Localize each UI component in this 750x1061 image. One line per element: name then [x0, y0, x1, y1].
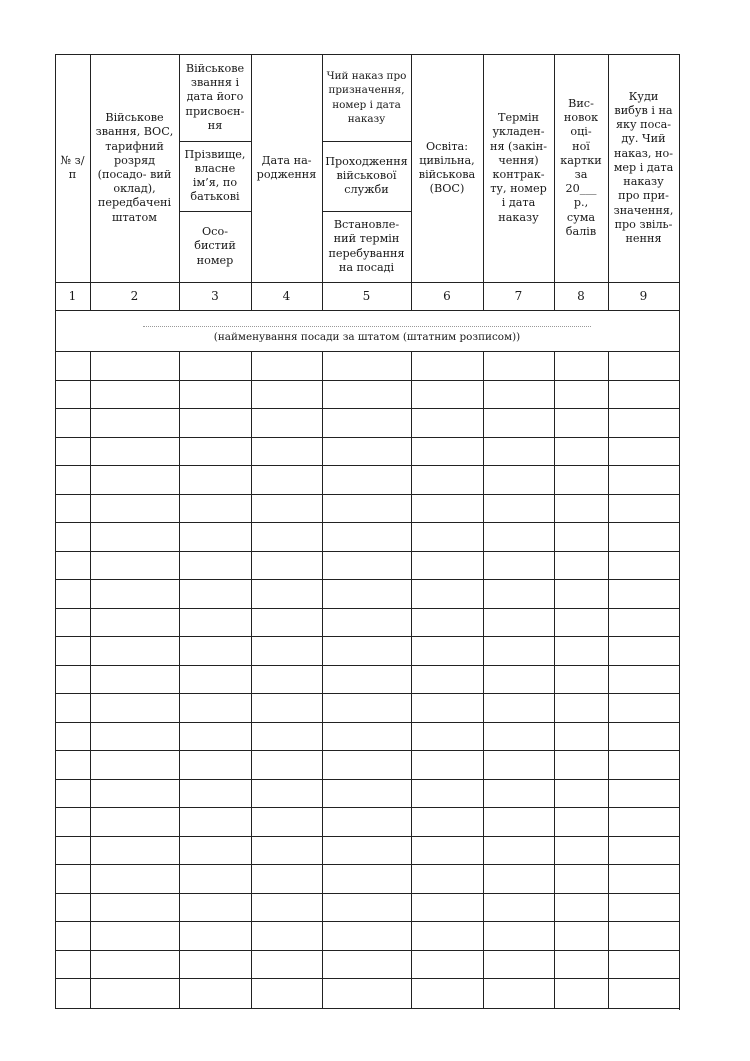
header-evaluation: Вис- новок оці- ної картки за 20___ р., сума балів: [560, 96, 602, 238]
table-row-line: [55, 978, 679, 979]
table-border-top: [55, 54, 679, 55]
column-line-body: [483, 351, 484, 1008]
table-row-line: [55, 494, 679, 495]
table-row-line: [55, 408, 679, 409]
position-row-bottom-line: [55, 351, 679, 352]
table-row-line: [55, 693, 679, 694]
column-number-1: 1: [68, 288, 77, 303]
table-row-line: [55, 437, 679, 438]
column-number-9: 9: [639, 288, 648, 303]
table-row-line: [55, 522, 679, 523]
position-fill-line: [143, 326, 591, 327]
column-number-3: 3: [211, 288, 219, 303]
table-row-line: [55, 836, 679, 837]
col3-divider-2: [179, 211, 251, 212]
header-birth-date: Дата на- родження: [256, 153, 317, 181]
column-line-header: [179, 54, 180, 310]
column-line-header: [554, 54, 555, 310]
header-bottom-line: [55, 282, 679, 283]
column-number-2: 2: [130, 288, 139, 303]
column-line-body: [411, 351, 412, 1008]
table-row-line: [55, 950, 679, 951]
column-number-4: 4: [282, 288, 291, 303]
column-number-5: 5: [362, 288, 371, 303]
column-line-header: [411, 54, 412, 310]
table-border-right: [679, 54, 680, 1010]
column-line-header: [322, 54, 323, 310]
table-row-line: [55, 807, 679, 808]
header-rank-vos: Військове звання, ВОС, тарифний розряд (посадо- вий оклад), передбачені штатом: [95, 111, 174, 224]
column-line-body: [90, 351, 91, 1008]
header-position-term: Встановле- ний термін перебування на посаді: [328, 218, 405, 274]
table-row-line: [55, 750, 679, 751]
header-number: № з/п: [60, 153, 85, 181]
header-rank-date: Військове звання і дата його присвоєн- ня: [185, 61, 245, 132]
position-caption: (найменування посади за штатом (штатним розписом)): [213, 330, 521, 343]
table-row-line: [55, 722, 679, 723]
table-row-line: [55, 779, 679, 780]
table-row-line: [55, 551, 679, 552]
header-education: Освіта: цивільна, військова (ВОС): [418, 139, 476, 196]
number-row-bottom-line: [55, 310, 679, 311]
column-line-header: [251, 54, 252, 310]
table-row-line: [55, 636, 679, 637]
table-row-line: [55, 608, 679, 609]
column-line-body: [608, 351, 609, 1008]
table-row-line: [55, 864, 679, 865]
header-full-name: Прізвище, власне ім’я, по батькові: [184, 147, 246, 204]
column-line-body: [179, 351, 180, 1008]
table-row-line: [55, 921, 679, 922]
table-row-line: [55, 665, 679, 666]
header-personal-number: Осо- бистий номер: [194, 225, 236, 267]
column-line-body: [554, 351, 555, 1008]
col5-divider-1: [322, 141, 411, 142]
column-number-7: 7: [514, 288, 523, 303]
table-border-bottom: [55, 1008, 679, 1009]
table-row-line: [55, 465, 679, 466]
header-transfer: Куди вибув і на яку поса- ду. Чий наказ, но- мер і дата наказу про при- значення, про звіль- нення: [613, 89, 674, 245]
table-row-line: [55, 893, 679, 894]
column-line-body: [251, 351, 252, 1008]
col3-divider-1: [179, 141, 251, 142]
column-line-header: [90, 54, 91, 310]
column-line-header: [608, 54, 609, 310]
header-military-service: Проходження військової служби: [325, 154, 408, 197]
column-number-6: 6: [443, 288, 451, 303]
col5-divider-2: [322, 211, 411, 212]
table-row-line: [55, 380, 679, 381]
header-appointment-order: Чий наказ про призначення, номер і дата наказу: [326, 70, 407, 125]
column-number-8: 8: [577, 288, 585, 303]
column-line-header: [483, 54, 484, 310]
header-contract-term: Термін укладен- ня (закін- чення) контрак- ту, номер і дата наказу: [489, 111, 547, 224]
column-line-body: [322, 351, 323, 1008]
table-row-line: [55, 579, 679, 580]
